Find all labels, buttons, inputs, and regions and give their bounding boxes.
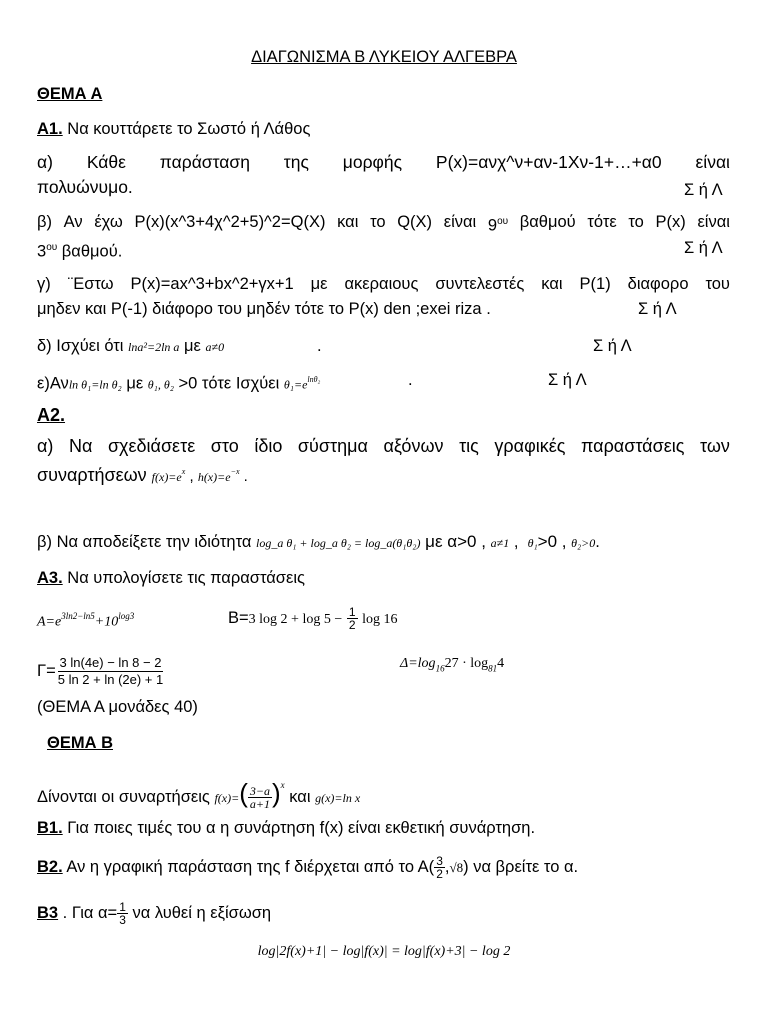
qe-line: ε)Ανln θ₁=ln θ₂ με θ₁, θ₂ >0 τότε Ισχύει $\theta_1=e^{ln\theta_2}$ (37, 374, 321, 393)
qd-sl: Σ ή Λ (593, 337, 632, 355)
given-line: Δίνονται οι συναρτήσεις f(x)=( $\frac{3-a}{a+1}$ )$^x$ και g(x)=ln x (37, 778, 361, 812)
a2a-line1: α) Να σχεδιάσετε στο ίδιο σύστημα αξόνων τις γραφικές παραστάσεις των (37, 436, 730, 456)
points-a: (ΘΕΜΑ Α μονάδες 40) (37, 698, 198, 716)
theme-a-heading: ΘΕΜΑ Α (37, 85, 103, 103)
equation: log|2f(x)+1| − log|f(x)| = log|f(x)+3| − log 2 (257, 944, 511, 959)
a1-line (37, 119, 310, 139)
qd-dot: . (317, 337, 322, 355)
qe-dot: . (408, 371, 413, 389)
qe-sl: Σ ή Λ (548, 371, 587, 389)
qd-line: δ) Ισχύει ότι lna²=2ln a με a≠0 (37, 337, 225, 355)
qd-cond: a≠0 (205, 340, 225, 354)
qd-formula: lna²=2ln a (128, 340, 180, 354)
qa-line2: πολυώνυμο. (37, 177, 133, 197)
expr-g: Γ= $\frac{3 \ln(4e) - \ln 8 - 2}{5 \ln 2 + \ln (2e) + 1}$ (37, 655, 164, 688)
expr-b: Β=3 log 2 + log 5 − $\frac{1}{2}$ log 16 (228, 605, 398, 632)
b2-line: Β2. Αν η γραφική παράσταση της f διέρχεται από το Α( $\frac{3}{2}$ ,√8) να βρείτε το α. (37, 854, 579, 882)
qc-line1: γ) ¨Εστω P(x)=ax^3+bx^2+γx+1 με ακεραιους συντελεστές και P(1) διαφορο του (37, 275, 730, 293)
page-title: ΔΙΑΓΩΝΙΣΜΑ Β ΛΥΚΕΙΟΥ ΑΛΓΕΒΡΑ (251, 48, 517, 66)
qa-sl: Σ ή Λ (684, 181, 723, 199)
qa-line1: α) Κάθε παράσταση της μορφής P(x)=ανχ^ν+αν-1Χν-1+…+α0 είναι (37, 152, 730, 172)
expr-d: $\Delta=\log_{16}27 \cdot \log_{81}4$ (400, 656, 505, 674)
qc-line2: μηδεν και P(-1) διάφορο του μηδέν τότε το P(x) den ;exei riza . (37, 300, 491, 318)
a1-label: Α1. (37, 120, 63, 138)
b3-line: Β3 . Για α= $\frac{1}{3}$ να λυθεί η εξίσωση (37, 900, 272, 928)
qb-line1: β) Αν έχω P(x)(x^3+4χ^2+5)^2=Q(X) και το Q(X) είναι $9^{o\upsilon}$ βαθμού τότε το P(x) είναι (37, 213, 730, 235)
a3-line: Α3. Να υπολογίσετε τις παραστάσεις (37, 569, 305, 587)
qb-line2: $3^{o\upsilon}$ βαθμού. (37, 242, 123, 261)
a2b-line: β) Να αποδείξετε την ιδιότητα log_a θ₁ + log_a θ₂ = log_a(θ₁θ₂) με α>0 , a≠1 , θ₁>0 , θ₂>0. (37, 532, 600, 551)
a2a-line2: συναρτήσεων $f(x)=e^x$ , $h(x)=e^{-x}$ . (37, 465, 248, 485)
expr-a: $A=e^{3ln2-ln5}+10^{log3}$ (37, 611, 135, 630)
b1-line: Β1. Για ποιες τιμές του α η συνάρτηση f(x) είναι εκθετική συνάρτηση. (37, 819, 536, 837)
qb-sl: Σ ή Λ (684, 239, 723, 257)
a2-heading: Α2. (37, 405, 66, 425)
a1-text: Να κουττάρετε το Σωστό ή Λάθος (62, 120, 311, 138)
theme-b-heading: ΘΕΜΑ Β (47, 734, 113, 752)
qc-sl: Σ ή Λ (638, 300, 677, 318)
